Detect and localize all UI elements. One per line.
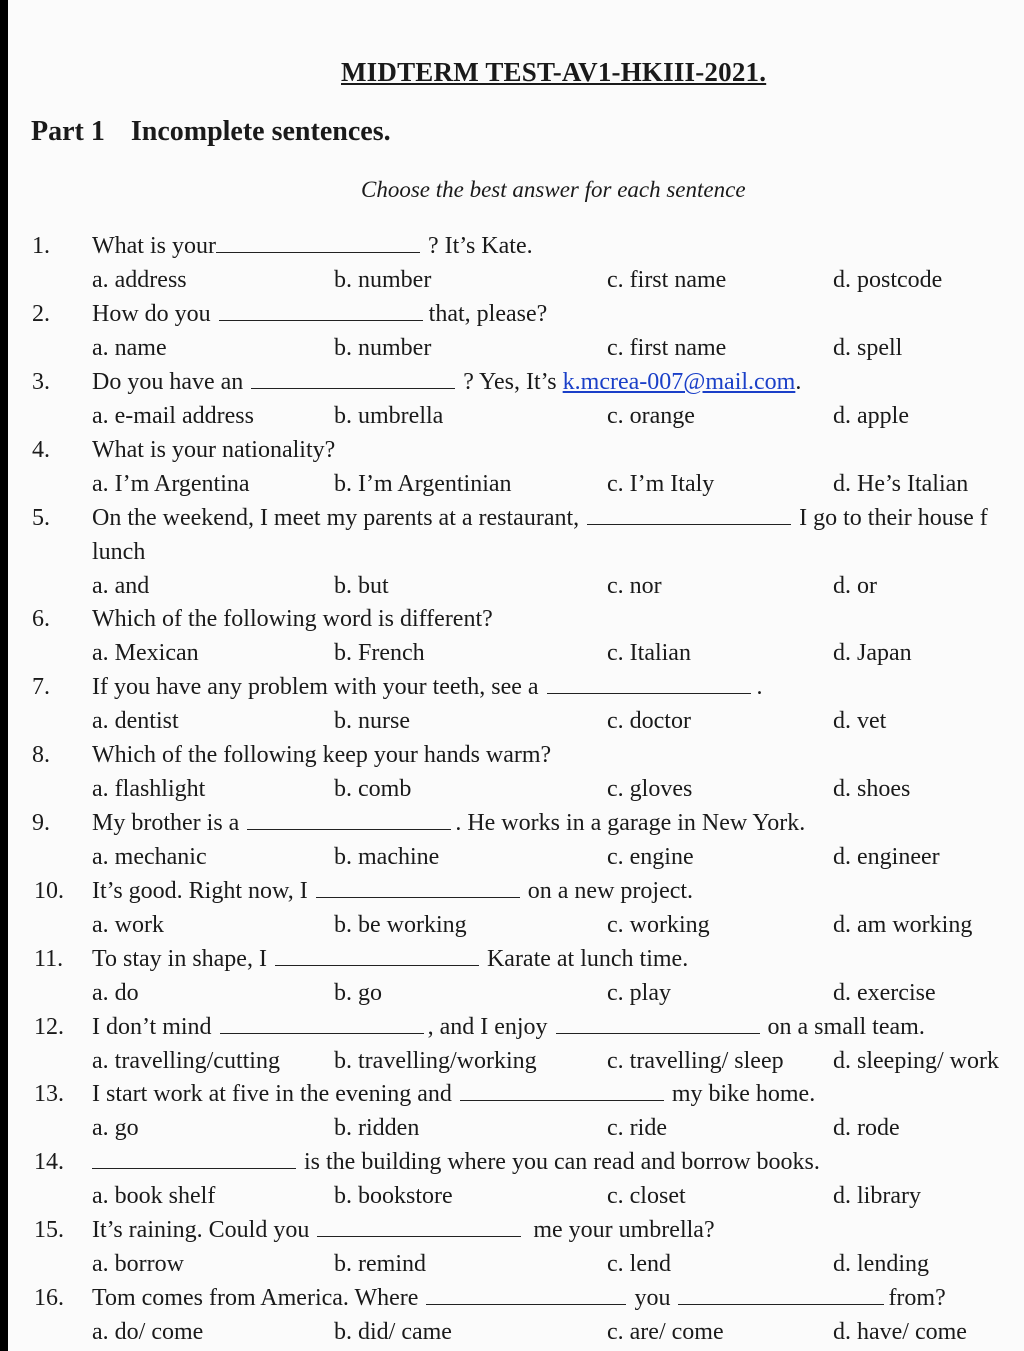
question-stem: On the weekend, I meet my parents at a restaurant, I go to their house f: [92, 505, 988, 531]
part-name: Incomplete sentences.: [130, 116, 391, 147]
question-stem: I start work at five in the evening and my bike home.: [92, 1081, 816, 1107]
option-b: b. ridden: [334, 1115, 420, 1141]
option-a: a. flashlight: [92, 776, 206, 802]
question-1: [8, 233, 1024, 301]
option-a: a. address: [92, 267, 187, 293]
option-a: a. I’m Argentina: [92, 471, 250, 497]
question-stem: To stay in shape, I Karate at lunch time.: [92, 946, 689, 972]
question-11: [8, 946, 1024, 1014]
option-c: c. nor: [607, 573, 662, 599]
option-a: a. do/ come: [92, 1319, 204, 1345]
option-d: d. Japan: [833, 640, 912, 666]
answer-blank: [317, 1235, 521, 1237]
question-15: [8, 1217, 1024, 1285]
option-a: a. name: [92, 335, 167, 361]
question-number: 11.: [34, 946, 64, 972]
question-12: [8, 1014, 1024, 1082]
question-10: [8, 878, 1024, 946]
question-3: [8, 369, 1024, 437]
answer-blank: [547, 692, 751, 694]
option-d: d. exercise: [833, 980, 936, 1006]
option-d: d. He’s Italian: [833, 471, 969, 497]
option-b: b. number: [334, 267, 432, 293]
question-number: 1.: [32, 233, 50, 259]
option-b: b. travelling/working: [334, 1048, 537, 1074]
option-c: c. I’m Italy: [607, 471, 715, 497]
option-b: b. bookstore: [334, 1183, 453, 1209]
option-b: b. number: [334, 335, 432, 361]
answer-blank: [316, 896, 520, 898]
question-stem: I don’t mind , and I enjoy on a small team.: [92, 1014, 925, 1040]
question-stem-continued: lunch: [92, 539, 146, 565]
question-13: [8, 1081, 1024, 1149]
answer-blank: [219, 319, 423, 321]
question-number: 5.: [32, 505, 50, 531]
option-a: a. e-mail address: [92, 403, 254, 429]
option-a: a. work: [92, 912, 164, 938]
question-number: 3.: [32, 369, 50, 395]
question-14: [8, 1149, 1024, 1217]
question-number: 7.: [32, 674, 50, 700]
option-d: d. shoes: [833, 776, 911, 802]
instruction: Choose the best answer for each sentence: [361, 177, 746, 202]
test-page: [8, 0, 1024, 1351]
question-stem: What is your nationality?: [92, 437, 336, 463]
question-4: [8, 437, 1024, 505]
option-c: c. engine: [607, 844, 694, 870]
option-c: c. lend: [607, 1251, 671, 1277]
question-stem: Which of the following keep your hands warm?: [92, 742, 552, 768]
question-9: [8, 810, 1024, 878]
question-stem: It’s raining. Could you me your umbrella?: [92, 1217, 715, 1243]
option-d: d. vet: [833, 708, 887, 734]
question-stem: Which of the following word is different?: [92, 606, 493, 632]
question-6: [8, 606, 1024, 674]
option-b: b. umbrella: [334, 403, 444, 429]
option-b: b. remind: [334, 1251, 426, 1277]
question-number: 16.: [34, 1285, 64, 1311]
question-number: 4.: [32, 437, 50, 463]
option-b: b. French: [334, 640, 425, 666]
option-c: c. travelling/ sleep: [607, 1048, 784, 1074]
option-a: a. dentist: [92, 708, 179, 734]
option-d: d. lending: [833, 1251, 929, 1277]
option-b: b. I’m Argentinian: [334, 471, 512, 497]
option-b: b. machine: [334, 844, 440, 870]
option-a: a. mechanic: [92, 844, 207, 870]
option-c: c. working: [607, 912, 710, 938]
option-d: d. sleeping/ work: [833, 1048, 999, 1074]
option-a: a. Mexican: [92, 640, 199, 666]
question-number: 13.: [34, 1081, 64, 1107]
answer-blank: [275, 964, 479, 966]
option-d: d. apple: [833, 403, 909, 429]
option-d: d. spell: [833, 335, 903, 361]
question-number: 12.: [34, 1014, 64, 1040]
option-a: a. and: [92, 573, 150, 599]
question-stem: It’s good. Right now, I on a new project.: [92, 878, 694, 904]
question-number: 9.: [32, 810, 50, 836]
question-number: 14.: [34, 1149, 64, 1175]
option-b: b. be working: [334, 912, 467, 938]
answer-blank: [92, 1167, 296, 1169]
option-c: c. first name: [607, 267, 727, 293]
option-c: c. doctor: [607, 708, 691, 734]
option-a: a. do: [92, 980, 139, 1006]
option-c: c. are/ come: [607, 1319, 724, 1345]
question-number: 8.: [32, 742, 50, 768]
email-link[interactable]: k.mcrea-007@mail.com: [562, 369, 796, 395]
option-c: c. ride: [607, 1115, 667, 1141]
option-a: a. book shelf: [92, 1183, 216, 1209]
answer-blank: [220, 1032, 424, 1034]
part-label: Part 1: [31, 116, 105, 147]
question-stem: Do you have an ? Yes, It’s k.mcrea-007@mail.com.: [92, 369, 802, 395]
question-stem: What is your ? It’s Kate.: [92, 233, 533, 259]
page-title: MIDTERM TEST-AV1-HKIII-2021.: [341, 57, 767, 87]
option-c: c. orange: [607, 403, 695, 429]
option-a: a. go: [92, 1115, 139, 1141]
answer-blank: [556, 1032, 760, 1034]
question-number: 2.: [32, 301, 50, 327]
question-2: [8, 301, 1024, 369]
option-c: c. closet: [607, 1183, 686, 1209]
option-a: a. borrow: [92, 1251, 184, 1277]
question-5: [8, 505, 1024, 607]
option-b: b. go: [334, 980, 382, 1006]
option-b: b. comb: [334, 776, 412, 802]
question-stem: is the building where you can read and borrow books.: [92, 1149, 820, 1176]
question-8: [8, 742, 1024, 810]
answer-blank: [216, 251, 420, 253]
option-c: c. first name: [607, 335, 727, 361]
part-heading: [31, 116, 391, 148]
option-b: b. nurse: [334, 708, 410, 734]
question-number: 6.: [32, 606, 50, 632]
question-stem: Tom comes from America. Where you from?: [92, 1285, 946, 1311]
option-b: b. but: [334, 573, 389, 599]
question-stem: If you have any problem with your teeth, see a .: [92, 674, 763, 700]
option-a: a. travelling/cutting: [92, 1048, 280, 1074]
option-d: d. library: [833, 1183, 921, 1209]
question-number: 10.: [34, 878, 64, 904]
option-d: d. rode: [833, 1115, 900, 1141]
answer-blank: [247, 828, 451, 830]
option-d: d. have/ come: [833, 1319, 967, 1345]
question-number: 15.: [34, 1217, 64, 1243]
option-c: c. play: [607, 980, 671, 1006]
option-b: b. did/ came: [334, 1319, 452, 1345]
option-c: c. gloves: [607, 776, 693, 802]
question-16: [8, 1285, 1024, 1351]
answer-blank: [587, 523, 791, 525]
answer-blank: [251, 387, 455, 389]
question-7: [8, 674, 1024, 742]
option-d: d. engineer: [833, 844, 940, 870]
answer-blank: [678, 1303, 884, 1305]
option-d: d. am working: [833, 912, 973, 938]
question-stem: How do you that, please?: [92, 301, 548, 327]
answer-blank: [426, 1303, 626, 1305]
question-stem: My brother is a . He works in a garage in New York.: [92, 810, 806, 836]
answer-blank: [460, 1099, 664, 1101]
option-d: d. or: [833, 573, 877, 599]
option-d: d. postcode: [833, 267, 943, 293]
option-c: c. Italian: [607, 640, 691, 666]
